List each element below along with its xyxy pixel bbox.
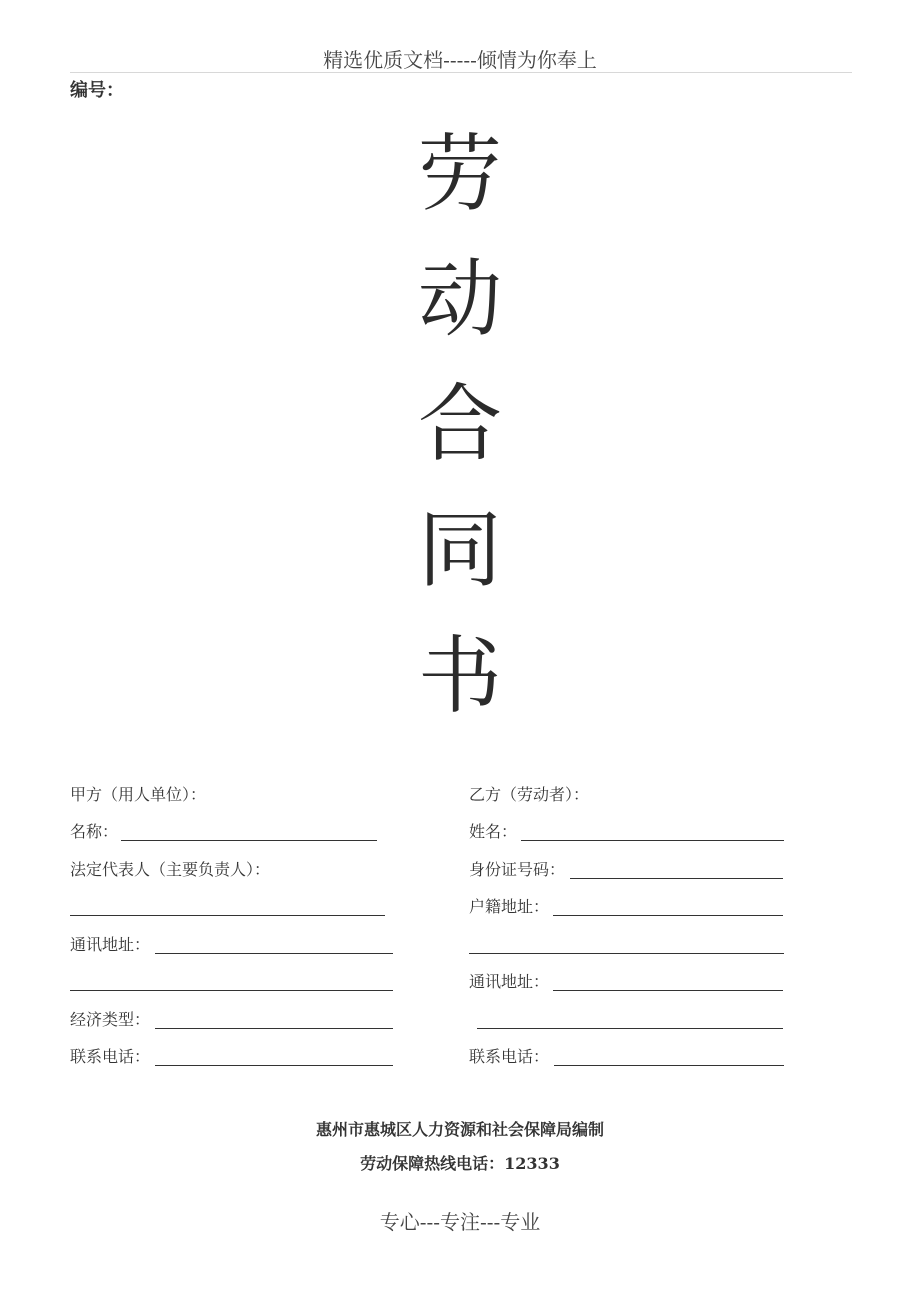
party-a-legal-rep-field[interactable] bbox=[70, 915, 385, 916]
party-b-name-field[interactable] bbox=[521, 840, 784, 841]
party-a-heading: 甲方（用人单位）： bbox=[70, 785, 207, 804]
party-a-address-field[interactable] bbox=[155, 953, 393, 954]
party-a-phone-field[interactable] bbox=[155, 1065, 393, 1066]
party-a-address-label: 通讯地址： bbox=[70, 935, 151, 954]
party-b-heading: 乙方（劳动者）： bbox=[469, 785, 590, 804]
party-b-phone-label: 联系电话： bbox=[469, 1047, 550, 1066]
party-b-household-field-line-2[interactable] bbox=[469, 953, 784, 954]
title-char-1: 劳 bbox=[417, 125, 502, 223]
party-a-name-label: 名称： bbox=[70, 822, 119, 841]
page-footer: 专心---专注---专业 bbox=[379, 1210, 541, 1234]
title-char-3: 合 bbox=[417, 375, 502, 473]
party-a-economy-type-field[interactable] bbox=[155, 1028, 393, 1029]
party-b-household-field[interactable] bbox=[553, 915, 783, 916]
party-b-address-field-line-2[interactable] bbox=[477, 1028, 783, 1029]
party-b-address-field[interactable] bbox=[553, 990, 783, 991]
party-b-name-label: 姓名： bbox=[469, 822, 518, 841]
page-header: 精选优质文档-----倾情为你奉上 bbox=[323, 48, 597, 72]
party-a-economy-type-label: 经济类型： bbox=[70, 1010, 151, 1029]
party-b-household-label: 户籍地址： bbox=[469, 897, 550, 916]
party-a-legal-rep-label: 法定代表人（主要负责人）： bbox=[70, 860, 271, 879]
party-b-address-label: 通讯地址： bbox=[469, 972, 550, 991]
header-divider bbox=[70, 72, 852, 73]
party-b-id-field[interactable] bbox=[570, 878, 783, 879]
title-char-2: 动 bbox=[417, 250, 502, 348]
party-b-id-label: 身份证号码： bbox=[469, 860, 566, 879]
title-char-4: 同 bbox=[417, 501, 502, 599]
party-a-phone-label: 联系电话： bbox=[70, 1047, 151, 1066]
hotline-text: 劳动保障热线电话：12333 bbox=[360, 1154, 560, 1173]
party-a-address-field-line-2[interactable] bbox=[70, 990, 393, 991]
party-a-name-field[interactable] bbox=[121, 840, 377, 841]
document-number-label: 编号： bbox=[70, 80, 124, 101]
issuer-text: 惠州市惠城区人力资源和社会保障局编制 bbox=[315, 1120, 604, 1139]
title-char-5: 书 bbox=[417, 627, 502, 725]
party-b-phone-field[interactable] bbox=[554, 1065, 784, 1066]
